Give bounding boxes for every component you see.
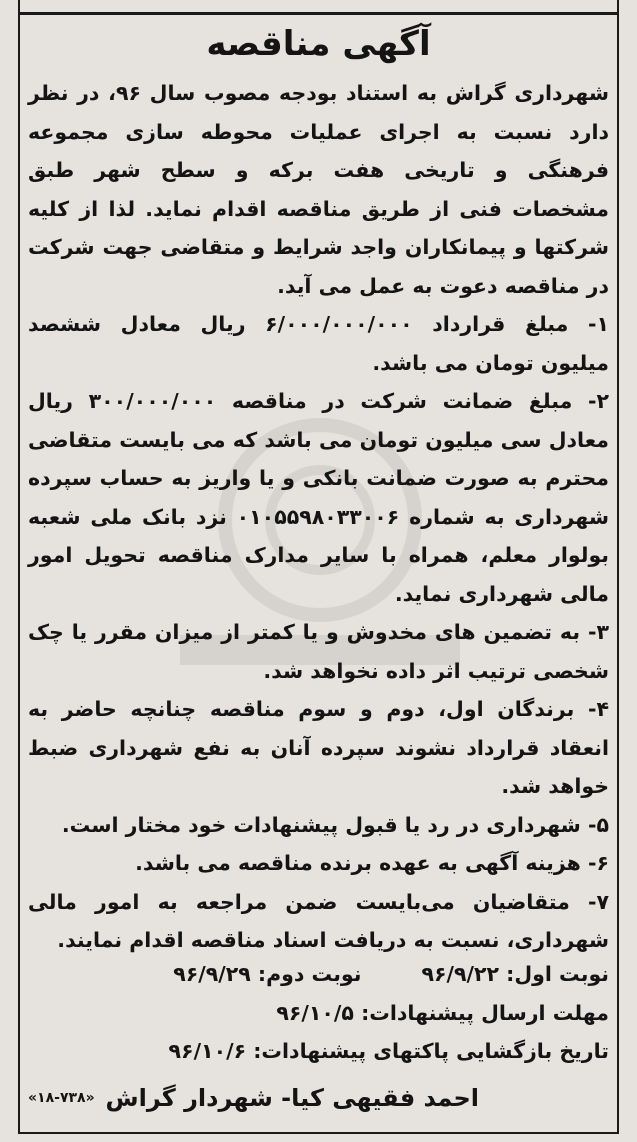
item-5: ۵- شهرداری در رد یا قبول پیشنهادات خود مختار است. [61,812,609,837]
signature: احمد فقیهی کیا- شهردار گراش [105,1084,479,1112]
item-2: ۲- مبلغ ضمانت شرکت در مناقصه ۳۰۰/۰۰۰/۰۰۰ ریال معادل سی میلیون تومان می باشد که می بایست متقاضی محترم به صورت ضمانت بانکی و یا واریز به حساب سپرده شهرداری به شماره ۰۱۰۵۵۹۸۰۳۳۰۰۶ نزد بانک ملی شعبه بولوار معلم، همراه با سایر مدارک مناقصه تحویل امور مالی شهرداری نماید. [28,389,609,606]
intro-paragraph: شهرداری گراش به استناد بودجه مصوب سال ۹۶، در نظر دارد نسبت به اجرای عملیات محوطه سازی مجموعه فرهنگی و تاریخی هفت برکه و سطح شهر طبق مشخصات فنی از طریق مناقصه اقدام نماید. لذا از کلیه شرکتها و پیمانکاران واجد شرایط و متقاضی جهت شرکت در مناقصه دعوت به عمل می آید. [28,81,609,298]
reference-code: «۱۸-۷۳۸» [28,1090,95,1106]
item-6: ۶- هزینه آگهی به عهده برنده مناقصه می باشد. [135,851,609,875]
schedule-block [28,955,609,1071]
item-4: ۴- برندگان اول، دوم و سوم مناقصه چنانچه حاضر به انعقاد قرارداد نشوند سپرده آنان به نفع شهرداری ضبط خواهد شد. [28,697,609,798]
publication-turns [28,955,609,994]
item-3: ۳- به تضمین های مخدوش و یا کمتر از میزان مقرر یا چک شخصی ترتیب اثر داده نخواهد شد. [28,620,609,683]
ad-body [28,74,609,960]
opening-row [28,1032,609,1071]
opening-date: تاریخ بازگشایی پاکتهای پیشنهادات: ۹۶/۱۰/۶ [168,1039,609,1063]
ad-title: آگهی مناقصه [206,24,431,64]
signature-row [28,1078,609,1118]
item-7: ۷- متقاضیان می‌بایست ضمن مراجعه به امور مالی شهرداری، نسبت به دریافت اسناد مناقصه اقدام نمایند. [28,889,609,952]
item-1: ۱- مبلغ قرارداد ۶/۰۰۰/۰۰۰/۰۰۰ ریال معادل ششصد میلیون تومان می باشد. [28,312,609,375]
second-turn-date: نوبت دوم: ۹۶/۹/۲۹ [173,962,362,986]
deadline-row [28,994,609,1033]
submission-deadline: مهلت ارسال پیشنهادات: ۹۶/۱۰/۵ [276,1000,609,1025]
first-turn-date: نوبت اول: ۹۶/۹/۲۲ [421,962,609,986]
